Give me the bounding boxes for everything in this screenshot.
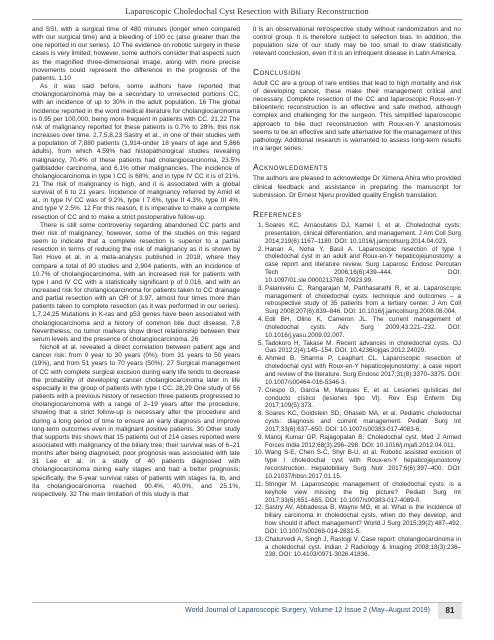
left-column — [32, 26, 240, 499]
reference-item: 13. Chaturvedi A, Singh J, Rastogi V. Case report: cholangiocarcinoma in a choledochal cyst. Indian J Radiology & Imaging 2008;18(3):236–238. DOI: 10.4103/0971-3026.41836. — [265, 536, 461, 560]
paragraph: and SSI, with a surgical time of 480 minutes (longer when compared with our surgical time) and a bleeding of 100 cc (also greater than the one reported in our series). 10 The evidence on robotic surgery in these cases is very limited; however, some authors consider that aspects such as the magnified three-dimensional image, along with more precise movements could represent the difference in the prognosis of the patients. 1,10 — [32, 26, 240, 82]
references-heading: References — [253, 208, 302, 219]
header-rule — [32, 19, 462, 20]
footer-rule — [32, 602, 462, 603]
paragraph: it is an observational retrospective study without randomization and no control group. It is therefore subject to selection bias. In addition, the population size of our study may be too small to draw statistically relevant conclusion, even if it is an infrequent disease in Latin America. — [253, 26, 461, 58]
paragraph: There is still some controversy regarding abandoned CC parts and their risk of malignancy; however, some of the studies on this regard seem to indicate that a complete resection is superior to a partial resection in terms of reducing the risk of malignancy as it is shown by Ten Hove et al. in a meta-analysis published in 2018, where they compare a total of 80 studies and 2,904 patients, with an incidence of 10.7% of cholangiocarcinoma, with an increased risk for patients with type I and IV CC with a statistically significant p of 0.016, and with an increased risk for cholangiocarcinoma for patients taken to CC drainage and partial resection with an OR of 3.97, almost four times more than patients taken to complete resection (as it was performed in our series). 1,7,24,25 Mutations in K-ras and p53 genes have been associated with cholangiocarcinoma and a history of common bile duct disease. 7,8 Nevertheless, no tumor markers show direct relationship between their serum levels and the presence of cholangiocarcinoma. 26 — [32, 221, 240, 343]
reference-item: 7. Crespo G, García M, Marques E, et al. Lesiones quísticas del conducto cístico (lesiones tipo VI). Rev Esp Enferm Dig 2017;109(5):373. — [265, 387, 461, 411]
reference-item: 8. Soares KC, Goldstein SD, Ghaseb MA, et al. Pediatric choledochal cysts: diagnosis and current management. Pediatr Surg Int 2017;33(6):637–650. DOI: 10.1007/s00383-017-4083-6. — [265, 410, 461, 434]
page-number: 81 — [438, 603, 462, 619]
acknowledgments-text: The authors are pleased to acknowledge Dr Ximena Ahira who provided clinical feedback and assistance in preparing the manuscript for submission. Dr Ernest Njeru provided quality English translation. — [253, 175, 461, 199]
reference-item: 1. Soares KC, Arnaoutakis DJ, Kamel I, et al. Choledochal cysts: presentation, clinical differentiation, and management. J Am Coll Surg 2014;219(6):1167–1180. DOI: 10.1016/j.jamcollsurg.2014.04.023. — [265, 222, 461, 246]
conclusion-heading: Conclusion — [253, 66, 301, 77]
reference-item: 10. Wang S-E, Chen S-C, Shyr B-U, et al. Robotic assisted excision of type I choledochal cyst with Roux-en-Y hepaticojejunostomy reconstruction. Hepatobiliary Surg Nutr 2017;6(6):397–400. DOI: 10.21037/hbsn.2017.01.15. — [265, 449, 461, 480]
running-header: Laparoscopic Choledochal Cyst Resection with Biliary Reconstruction — [125, 6, 369, 16]
paragraph: As it was said before, some authors have reported that cholangiocarcinoma may be a secondary to unresected portions CC, with an incidence of up to 30% in the adult population. 16 The global incidence reported in the word medical literature for cholangiocarcinoma is 0.95 per 100,000, being more frequent in patients with CC. 21,22 The risk of malignancy reported for these patients is 0.7% to 28%, this risk increases over time. 2,7,5,8,23 Sastry et al., in one of their studies with a population of 7,880 patients (1,914-under 18 years of age and 5,866 adults), from which 4.59% had histopathological studies revealing malignancy, 70.4% of these patients had cholangiocarcinoma, 23.5% gallbladder carcinoma, and 6.1% other malignancies. The incidence of cholangiocarcinoma in type I CC is 68%; and in type IV CC it is of 21%. 21 The risk of malignancy is high, and it is associated with a global survival of 6 to 21 years. Incidence of malignancy referred by Amid et al., in type IV CC was of 9.2%, type I 7.6%, type II 4.3%, type III 4%, and type V 2.5%. 12 For this reason, it is imperative to make a complete resection of CC and to make a strict postoperative follow-up. — [32, 83, 240, 221]
reference-item: 6. Ahmed B, Sharma P, Leaphart CL. Laparoscopic resection of choledochal cyst with Roux-en-Y hepaticojejunostomy: a case report and review of the literature. Surg Endosc 2017;31(8):3370–3375. DOI: 10.1007/s00464-016-5346-3. — [265, 355, 461, 386]
reference-item: 4. Edil BH, Olino K, Cameron JL. The current management of choledochal cysts. Adv Surg 2009;43:221–232. DOI: 10.1016/j.yasu.2009.02.007. — [265, 316, 461, 340]
reference-item: 11. Stringer M. Laparoscopic management of choledochal cysts: is a keyhole view missing the big picture? Pediatr Surg Int 2017;33(6):651–655. DOI: 10.1007/s00383-017-4089-0. — [265, 481, 461, 505]
reference-item: 2. Hanan A, Noha Y, Basil A. Laparoscopic resection of type I choledochal cyst in an adult and Roux-en-Y hepaticojejunostomy: a case report and literature review. Surg Laparosc Endosc Percutan Tech 2006;16(6):439–444. DOI: 10.1097/01.sle.0000213768.70923.99. — [265, 246, 461, 285]
reference-item: 12. Sastry AV, Abbadessa B, Wayne MG, et al. What is the incidence of biliary carcinoma in choledochal cysts, when do they develop, and how should it affect management? World J Surg 2015;39(2):487–492. DOI: 10.1007/s00268-014-2831-5. — [265, 504, 461, 535]
acknowledgments-heading: Acknowledgments — [253, 162, 328, 173]
reference-item: 5. Tadokoro H, Takase M. Recent advances in choledochal cysts. OJ Gas 2012;2(4):145–154. DOI: 10.4236/ojgas.2012.24029. — [265, 340, 461, 356]
right-column — [253, 26, 461, 559]
paragraph: Nicholl et al. revealed a direct correlation between patient age and cancer risk: from 0 year to 30 years (0%), from 31 years to 50 years (19%), and from 51 years to 70 years (50%). 27 Surgical management of CC with complete surgical excision during early life tends to decrease the probability of developing cancer cholangiocarcinoma later in life especially in the group of patients with type I CC. 28,29 One study of 56 patients with a previous history of resection three patients progressed to cholangiocarcinoma with a range of 2–19 years after the procedure, showing that a strict follow-up is necessary after the procedure and during a long period of time to ensure an early diagnosis and improve long-term outcomes even in malignant positive patients. 30 Other study that supports this shows that 15 patients out of 214 cases reported were associated with malignancy of the biliary tree; their survival was of 6–21 months after being diagnosed, poor prognosis was associated with late 31 Lee et al. in a study of 40 patients diagnosed with cholangiocarcinoma during early stages and had a better prognosis; specifically, the 5-year survival rates of patients with stages Ia, Ib, and IIa cholangiocarcinoma reached 90.4%, 40.0%, and 25.1%, respectively. 32 The main limitation of this study is that — [32, 344, 240, 498]
reference-item: 9. Manoj Kumar GP, Rajagopalan B. Choledochal cyst. Med J Armed Forces India 2012;68(3):296–298. DOI: 10.1016/j.mjafi.2012.04.011. — [265, 434, 461, 450]
reference-list — [253, 222, 461, 559]
journal-footer: World Journal of Laparoscopic Surgery, Volume 12 Issue 2 (May–August 2019) — [185, 607, 430, 614]
conclusion-text: Adult CC are a group of rare entities that lead to high mortality and risk of developing cancer, these make their management critical and necessary. Complete resection of the CC and laparoscopic Roux-en-Y bilioenteric reconstruction is an effective and safe method, although complex and challenging for the surgeon. This simplified laparoscopic approach to bile duct reconstruction with Roux-en-Y anastomosis seems to be an effective and safe alternative for the management of this pathology. Additional research is warranted to assess long-term results in a larger series. — [253, 79, 462, 153]
reference-item: 3. Palanivelu C, Rangarajan M, Parthasarathi R, et al. Laparoscopic management of choledochal cysts: technique and outcomes – a retrospective study of 35 patients from a tertiary center. J Am Coll Surg 2008;207(6):839–846. DOI: 10.1016/j.jamcollsurg.2008.08.004. — [265, 285, 461, 316]
